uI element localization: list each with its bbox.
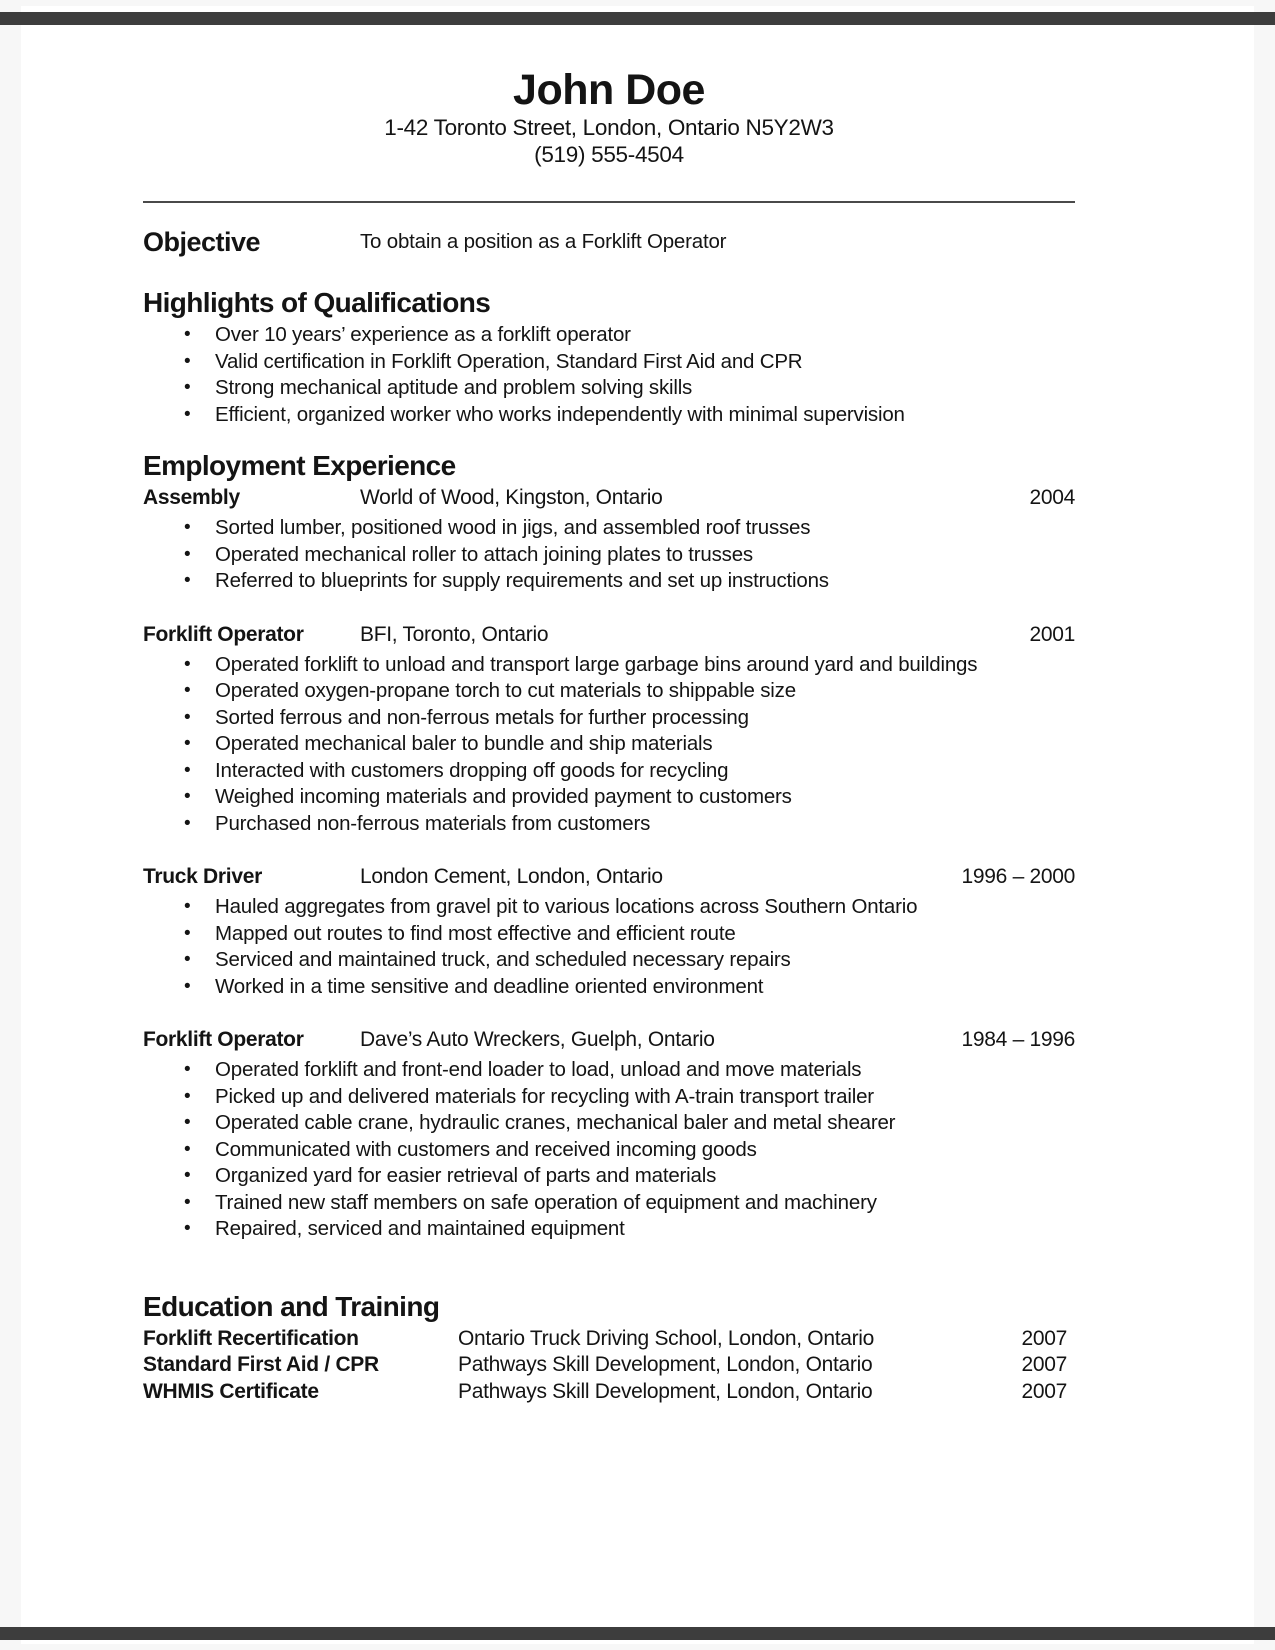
job-company: London Cement, London, Ontario <box>360 865 663 888</box>
candidate-name: John Doe <box>513 66 705 114</box>
education-year: 2007 <box>1021 1326 1067 1350</box>
job-duties-list <box>143 1057 1075 1243</box>
duty-item: • Weighed incoming materials and provided payment to customers <box>215 784 1075 811</box>
duty-item: • Communicated with customers and received incoming goods <box>215 1137 1075 1164</box>
employment-heading: Employment Experience <box>143 450 456 481</box>
qualification-item: • Efficient, organized worker who works independently with minimal supervision <box>215 402 1075 429</box>
job-header <box>143 1026 1075 1054</box>
education-row <box>143 1352 1075 1379</box>
education-year: 2007 <box>1021 1353 1067 1376</box>
job-duties-list <box>143 515 1075 595</box>
job-forklift-operator-bfi <box>143 621 1075 838</box>
job-dates: 1996 – 2000 <box>961 865 1075 888</box>
duty-item: • Operated mechanical roller to attach joining plates to trusses <box>215 542 1075 569</box>
duty-item: • Organized yard for easier retrieval of parts and materials <box>215 1163 1075 1190</box>
education-credential: Forklift Recertification <box>143 1326 359 1350</box>
job-title: Forklift Operator <box>143 622 304 646</box>
objective-label: Objective <box>143 227 261 257</box>
qualification-item: • Strong mechanical aptitude and problem solving skills <box>215 375 1075 402</box>
header-divider <box>143 201 1075 203</box>
duty-item: • Sorted lumber, positioned wood in jigs, and assembled roof trusses <box>215 515 1075 542</box>
duty-item: • Picked up and delivered materials for recycling with A-train transport trailer <box>215 1084 1075 1111</box>
education-institution: Pathways Skill Development, London, Ontario <box>458 1379 873 1403</box>
duty-item: • Operated forklift to unload and transport large garbage bins around yard and buildings <box>215 652 1075 679</box>
job-company: Dave’s Auto Wreckers, Guelph, Ontario <box>360 1028 715 1051</box>
bottom-border-bar <box>0 1627 1275 1640</box>
duty-item: • Operated oxygen-propane torch to cut materials to shippable size <box>215 678 1075 705</box>
duty-item: • Purchased non-ferrous materials from customers <box>215 811 1075 838</box>
job-header <box>143 484 1075 512</box>
duty-item: • Serviced and maintained truck, and scheduled necessary repairs <box>215 947 1075 974</box>
duty-item: • Referred to blueprints for supply requirements and set up instructions <box>215 568 1075 595</box>
duty-item: • Repaired, serviced and maintained equipment <box>215 1216 1075 1243</box>
education-institution: Pathways Skill Development, London, Ontario <box>458 1353 873 1376</box>
education-list <box>143 1326 1075 1406</box>
duty-item: • Worked in a time sensitive and deadline oriented environment <box>215 974 1075 1001</box>
job-dates: 1984 – 1996 <box>961 1028 1075 1051</box>
qualifications-heading: Highlights of Qualifications <box>143 287 491 318</box>
job-header <box>143 863 1075 891</box>
job-dates: 2004 <box>1029 486 1075 509</box>
education-year: 2007 <box>1021 1379 1067 1403</box>
duty-item: • Operated forklift and front-end loader to load, unload and move materials <box>215 1057 1075 1084</box>
job-company: World of Wood, Kingston, Ontario <box>360 486 663 509</box>
job-company: BFI, Toronto, Ontario <box>360 622 549 646</box>
duty-item: • Hauled aggregates from gravel pit to various locations across Southern Ontario <box>215 894 1075 921</box>
duty-item: • Mapped out routes to find most effective and efficient route <box>215 921 1075 948</box>
job-forklift-operator-daves <box>143 1026 1075 1243</box>
education-row <box>143 1379 1075 1406</box>
top-border-bar <box>0 12 1275 25</box>
qualification-item: • Valid certification in Forklift Operation, Standard First Aid and CPR <box>215 349 1075 376</box>
education-credential: Standard First Aid / CPR <box>143 1353 379 1376</box>
education-credential: WHMIS Certificate <box>143 1379 319 1403</box>
duty-item: • Interacted with customers dropping off goods for recycling <box>215 758 1075 785</box>
job-header <box>143 621 1075 649</box>
job-assembly <box>143 484 1075 595</box>
job-duties-list <box>143 894 1075 1000</box>
job-duties-list <box>143 652 1075 838</box>
education-institution: Ontario Truck Driving School, London, Ontario <box>458 1326 875 1350</box>
job-title: Truck Driver <box>143 865 262 888</box>
qualification-item: • Over 10 years’ experience as a forklift operator <box>215 322 1075 349</box>
job-truck-driver <box>143 863 1075 1000</box>
job-title: Assembly <box>143 486 240 509</box>
duty-item: • Operated cable crane, hydraulic cranes, mechanical baler and metal shearer <box>215 1110 1075 1137</box>
duty-item: • Sorted ferrous and non-ferrous metals for further processing <box>215 705 1075 732</box>
job-title: Forklift Operator <box>143 1028 304 1051</box>
education-row <box>143 1326 1075 1353</box>
education-heading: Education and Training <box>143 1290 440 1322</box>
candidate-phone: (519) 555-4504 <box>534 142 684 167</box>
objective-section <box>143 227 1075 257</box>
qualifications-list <box>143 322 1075 428</box>
candidate-address: 1-42 Toronto Street, London, Ontario N5Y2W3 <box>384 115 834 140</box>
duty-item: • Trained new staff members on safe operation of equipment and machinery <box>215 1190 1075 1217</box>
job-dates: 2001 <box>1029 622 1075 646</box>
duty-item: • Operated mechanical baler to bundle and ship materials <box>215 731 1075 758</box>
objective-text: To obtain a position as a Forklift Operator <box>360 230 727 253</box>
